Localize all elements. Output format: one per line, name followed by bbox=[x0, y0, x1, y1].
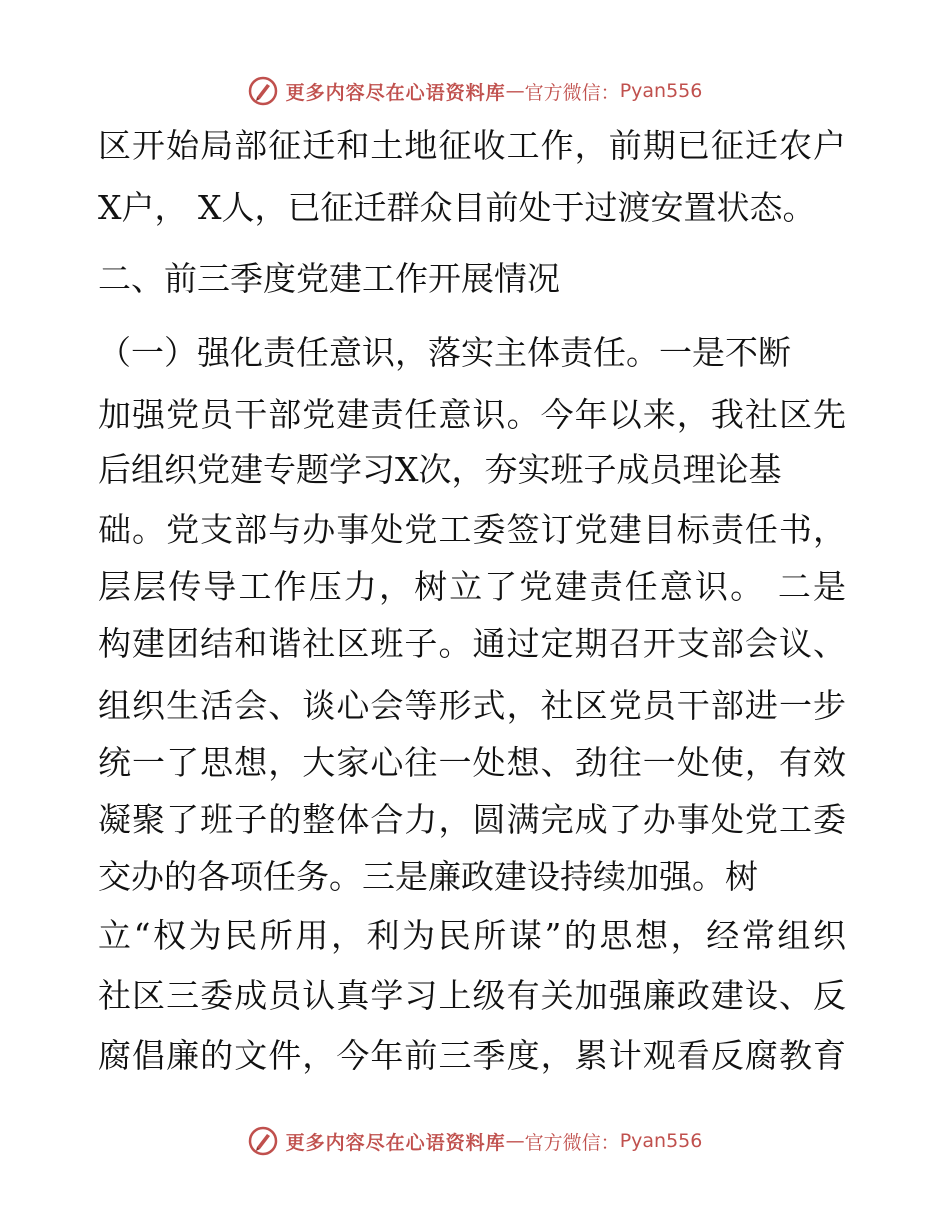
watermark-label: 官方微信： bbox=[524, 1131, 620, 1154]
body-line: 交办的各项任务。三是廉政建设持续加强。树 bbox=[98, 857, 758, 896]
body-line: 立“权为民所用，利为民所谋”的思想，经常组织 bbox=[98, 916, 846, 955]
pen-logo-icon bbox=[248, 1126, 278, 1156]
footer-watermark bbox=[0, 1121, 950, 1161]
subsection-heading-line: （一）强化责任意识，落实主体责任。一是不断 bbox=[98, 333, 791, 372]
watermark-main-text: 更多内容尽在心语资料库 bbox=[285, 81, 506, 104]
watermark-dash: — bbox=[505, 80, 525, 102]
body-line: 础。党支部与办事处党工委签订党建目标责任书， bbox=[98, 510, 846, 549]
body-line: 区开始局部征迁和土地征收工作，前期已征迁农户 bbox=[98, 126, 846, 165]
watermark-dash: — bbox=[505, 1130, 525, 1152]
body-line: 组织生活会、谈心会等形式，社区党员干部进一步 bbox=[98, 686, 846, 725]
body-line: 社区三委成员认真学习上级有关加强廉政建设、反 bbox=[98, 976, 846, 1015]
body-line: 加强党员干部党建责任意识。今年以来，我社区先 bbox=[98, 395, 846, 434]
body-line: 构建团结和谐社区班子。通过定期召开支部会议、 bbox=[98, 624, 846, 663]
watermark-wechat-id: Pyan556 bbox=[619, 1130, 703, 1152]
watermark-label: 官方微信： bbox=[524, 81, 620, 104]
section-heading: 二、前三季度党建工作开展情况 bbox=[98, 259, 560, 298]
body-line: 腐倡廉的文件，今年前三季度，累计观看反腐教育 bbox=[98, 1036, 846, 1075]
body-line: 层层传导工作压力，树立了党建责任意识。 二是 bbox=[98, 567, 846, 606]
header-watermark bbox=[0, 71, 950, 111]
pen-logo-icon bbox=[248, 76, 278, 106]
watermark-main-text: 更多内容尽在心语资料库 bbox=[285, 1131, 506, 1154]
body-line: 凝聚了班子的整体合力，圆满完成了办事处党工委 bbox=[98, 800, 846, 839]
body-line: 后组织党建专题学习X次，夯实班子成员理论基 bbox=[98, 450, 782, 489]
watermark-wechat-id: Pyan556 bbox=[619, 80, 703, 102]
body-line: 统一了思想，大家心往一处想、劲往一处使，有效 bbox=[98, 743, 846, 782]
body-line: X户， X人，已征迁群众目前处于过渡安置状态。 bbox=[98, 188, 816, 227]
